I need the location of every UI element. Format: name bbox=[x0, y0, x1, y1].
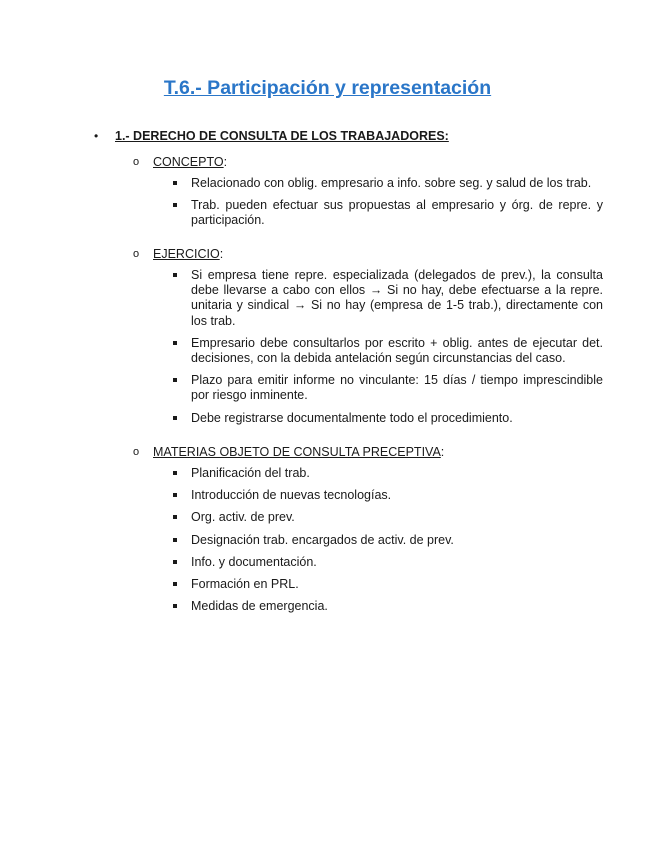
list-item bbox=[133, 176, 603, 191]
list-item bbox=[133, 599, 603, 614]
subsection-heading bbox=[133, 154, 603, 170]
list-item-text: Info. y documentación. bbox=[191, 554, 317, 569]
list-item-text: Medidas de emergencia. bbox=[191, 599, 328, 614]
section-heading-text: 1.- DERECHO DE CONSULTA DE LOS TRABAJADORES: bbox=[115, 129, 449, 143]
subsection-heading bbox=[133, 246, 603, 262]
list-item-text: Trab. pueden efectuar sus propuestas al empresario y órg. de repre. y participación. bbox=[191, 198, 603, 228]
square-bullet-icon bbox=[173, 493, 177, 497]
concepto-list bbox=[133, 176, 603, 229]
list-item-text: Planificación del trab. bbox=[191, 466, 310, 480]
list-item-text: Empresario debe consultarlos por escrito + oblig. antes de ejecutar det. decisiones, con la debida antelación según circunstancias del caso. bbox=[191, 335, 603, 366]
square-bullet-icon bbox=[173, 538, 177, 542]
list-item-text: Introducción de nuevas tecnologías. bbox=[191, 488, 392, 503]
square-bullet-icon bbox=[173, 273, 177, 277]
materias-list bbox=[133, 466, 603, 614]
square-bullet-icon bbox=[173, 515, 177, 519]
list-item-text: Designación trab. encargados de activ. de prev. bbox=[191, 532, 454, 547]
list-item-text: Debe registrarse documentalmente todo el procedimiento. bbox=[191, 410, 513, 425]
subsection-colon: : bbox=[440, 445, 445, 459]
list-item-text: Formación en PRL. bbox=[191, 577, 299, 592]
list-item-text: Org. activ. de prev. bbox=[191, 510, 295, 525]
square-bullet-icon bbox=[173, 604, 177, 608]
square-bullet-icon bbox=[173, 416, 177, 420]
square-bullet-icon bbox=[173, 181, 177, 185]
subsection-label: EJERCICIO bbox=[153, 247, 220, 261]
subsection-colon: : bbox=[219, 247, 224, 261]
circle-bullet-icon: o bbox=[133, 446, 140, 458]
list-item bbox=[133, 466, 603, 481]
ejercicio-list bbox=[133, 268, 603, 426]
square-bullet-icon bbox=[173, 471, 177, 475]
square-bullet-icon bbox=[173, 560, 177, 564]
square-bullet-icon bbox=[173, 582, 177, 586]
list-item bbox=[133, 336, 603, 366]
list-item bbox=[133, 533, 603, 548]
subsection-ejercicio bbox=[133, 246, 603, 433]
list-item bbox=[133, 373, 603, 403]
list-item bbox=[133, 577, 603, 592]
subsection-heading bbox=[133, 444, 603, 460]
subsection-materias bbox=[133, 444, 603, 621]
list-item bbox=[133, 510, 603, 525]
subsection-concepto bbox=[133, 154, 603, 236]
list-item bbox=[133, 268, 603, 329]
list-item-text: Plazo para emitir informe no vinculante: 15 días / tiempo imprescindible por riesgo inminente. bbox=[191, 373, 603, 403]
square-bullet-icon bbox=[173, 341, 177, 345]
circle-bullet-icon: o bbox=[133, 248, 140, 260]
list-item bbox=[133, 555, 603, 570]
list-item-text: Relacionado con oblig. empresario a info. sobre seg. y salud de los trab. bbox=[191, 176, 592, 190]
section-heading bbox=[94, 128, 604, 144]
section-derecho-consulta bbox=[94, 128, 604, 144]
subsection-colon: : bbox=[223, 155, 228, 169]
circle-bullet-icon: o bbox=[133, 156, 140, 168]
list-item-text: Si empresa tiene repre. especializada (delegados de prev.), la consulta debe llevarse a cabo con ellos → Si no hay, debe efectuarse a la repre. unitaria y sindical → Si no hay (empresa de 1-5 trab.), directamente con los trab. bbox=[191, 268, 603, 328]
bullet-icon: • bbox=[94, 129, 99, 143]
subsection-label: CONCEPTO bbox=[153, 155, 224, 169]
document-title: T.6.- Participación y representación bbox=[163, 77, 492, 99]
list-item bbox=[133, 488, 603, 503]
list-item bbox=[133, 411, 603, 426]
subsection-label: MATERIAS OBJETO DE CONSULTA PRECEPTIVA bbox=[153, 445, 441, 459]
square-bullet-icon bbox=[173, 378, 177, 382]
list-item bbox=[133, 198, 603, 228]
square-bullet-icon bbox=[173, 203, 177, 207]
